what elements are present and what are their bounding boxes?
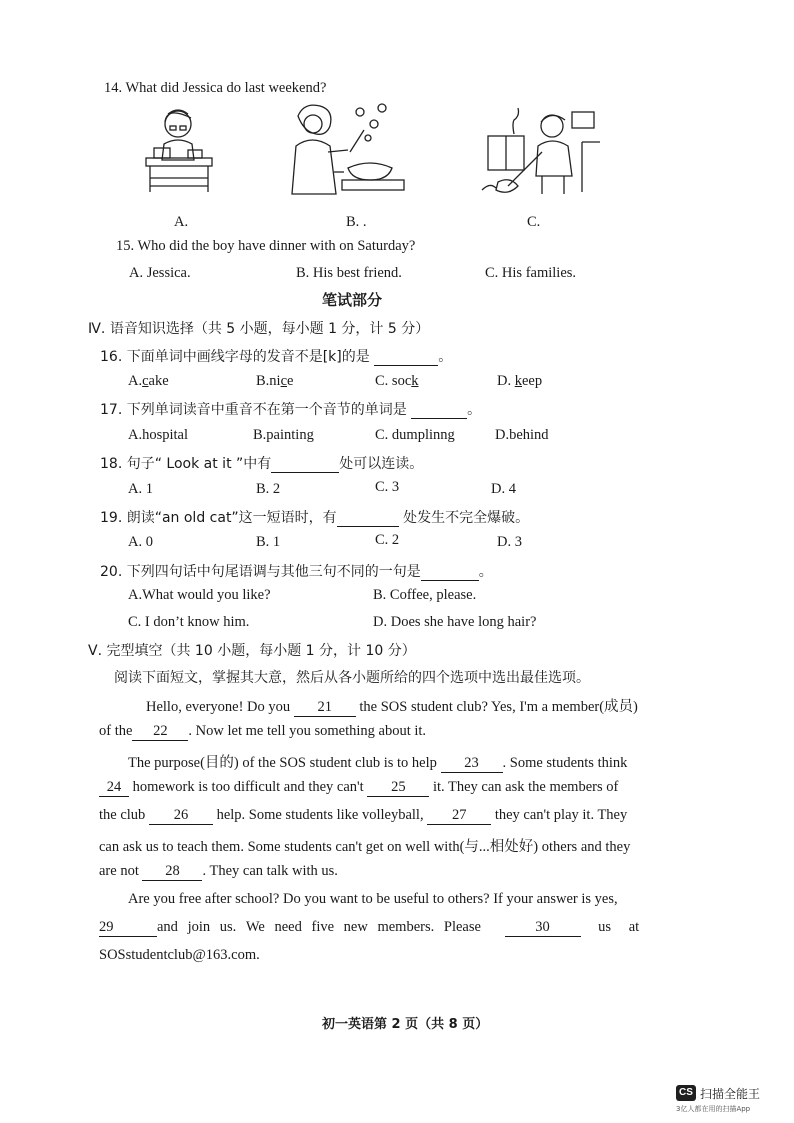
q18-answer-blank[interactable] bbox=[271, 457, 339, 473]
q17-option-b: B.painting bbox=[253, 427, 314, 443]
q17-option-d: D.behind bbox=[495, 427, 549, 443]
passage-text: homework is too difficult and they can't bbox=[132, 779, 364, 795]
written-part-title: 笔试部分 bbox=[322, 291, 383, 309]
q18-stem: 18. 句子“ Look at it ”中有 bbox=[100, 456, 272, 472]
q16-stem: 16. 下面单词中画线字母的发音不是[k]的是 bbox=[100, 349, 370, 365]
section-4-heading: Ⅳ. 语音知识选择（共 5 小题，每小题 1 分，计 5 分） bbox=[88, 321, 430, 337]
q16-option-a: A.cake bbox=[128, 373, 169, 389]
section-5-instruction: 阅读下面短文，掌握其大意，然后从各小题所给的四个选项中选出最佳选项。 bbox=[114, 670, 590, 686]
blank-29[interactable]: 29 bbox=[99, 920, 157, 937]
camscanner-tagline: 3亿人都在用的扫描App bbox=[676, 1105, 751, 1113]
woman-cooking-picture bbox=[288, 102, 408, 198]
passage-text: join bbox=[187, 919, 211, 935]
passage-line-1 bbox=[146, 695, 638, 717]
question-18 bbox=[100, 453, 423, 473]
q20-option-b: B. Coffee, please. bbox=[373, 587, 477, 603]
passage-text: it. They can ask the members of bbox=[432, 779, 619, 795]
passage-text: new bbox=[343, 919, 368, 935]
blank-26[interactable]: 26 bbox=[149, 808, 213, 825]
page-footer: 初一英语第 2 页（共 8 页） bbox=[322, 1017, 489, 1032]
q16-option-b: B.nice bbox=[256, 373, 294, 389]
passage-line-9 bbox=[99, 919, 639, 937]
q18-option-d: D. 4 bbox=[491, 481, 516, 497]
blank-28[interactable]: 28 bbox=[142, 864, 202, 881]
section-5-heading: Ⅴ. 完型填空（共 10 小题，每小题 1 分，计 10 分） bbox=[88, 643, 416, 659]
girl-studying-picture bbox=[140, 104, 218, 196]
q20-stem: 20. 下列四句话中句尾语调与其他三句不同的一句是 bbox=[100, 564, 421, 580]
q16-option-d: D. keep bbox=[497, 373, 543, 389]
q19-answer-blank[interactable] bbox=[337, 511, 399, 527]
blank-30[interactable]: 30 bbox=[505, 920, 581, 937]
camscanner-logo-icon: CS bbox=[676, 1085, 696, 1101]
passage-text: Please bbox=[443, 919, 481, 935]
q15-option-b: B. His best friend. bbox=[296, 265, 402, 281]
passage-text: The purpose(目的) of the SOS student club is to help bbox=[128, 755, 437, 771]
passage-line-4 bbox=[99, 779, 618, 797]
passage-text: us. bbox=[219, 919, 237, 935]
passage-text: We bbox=[245, 919, 265, 935]
passage-text: need bbox=[274, 919, 302, 935]
passage-text: are not bbox=[99, 863, 139, 879]
q20-option-d: D. Does she have long hair? bbox=[373, 614, 537, 630]
passage-line-3 bbox=[128, 751, 627, 773]
passage-text: they can't play it. They bbox=[494, 807, 628, 823]
q17-answer-blank[interactable] bbox=[411, 403, 467, 419]
passage-line-2 bbox=[99, 723, 426, 741]
q16-answer-blank[interactable] bbox=[374, 350, 438, 366]
question-16 bbox=[100, 346, 452, 366]
option-c-label: C. bbox=[527, 214, 541, 230]
passage-line-8: Are you free after school? Do you want to be useful to others? If your answer is yes, bbox=[128, 891, 618, 907]
blank-24[interactable]: 24 bbox=[99, 780, 129, 797]
blank-23[interactable]: 23 bbox=[441, 756, 503, 773]
passage-text: . Some students think bbox=[502, 755, 628, 771]
q15-option-a: A. Jessica. bbox=[129, 265, 191, 281]
q19-option-d: D. 3 bbox=[497, 534, 522, 550]
girl-sweeping-picture bbox=[478, 106, 606, 198]
blank-22[interactable]: 22 bbox=[132, 724, 188, 741]
passage-text: of the bbox=[99, 723, 133, 739]
q15-option-c: C. His families. bbox=[485, 265, 577, 281]
passage-text: help. Some students like volleyball, bbox=[216, 807, 424, 823]
passage-line-6: can ask us to teach them. Some students can't get on well with(与...相处好) others and they bbox=[99, 839, 631, 855]
q19-stem-end: 处发生不完全爆破。 bbox=[403, 510, 530, 526]
passage-text: at bbox=[628, 919, 640, 935]
passage-line-10: SOSstudentclub@163.com. bbox=[99, 947, 260, 963]
q16-option-c: C. sock bbox=[375, 373, 419, 389]
passage-text: . Now let me tell you something about it. bbox=[188, 723, 427, 739]
question-19 bbox=[100, 507, 529, 527]
q17-end: 。 bbox=[467, 402, 482, 418]
passage-text: us bbox=[598, 919, 612, 935]
camscanner-name: 扫描全能王 bbox=[700, 1087, 761, 1101]
q18-stem-end: 处可以连读。 bbox=[339, 456, 424, 472]
passage-text: the club bbox=[99, 807, 146, 823]
passage-text: . They can talk with us. bbox=[202, 863, 338, 879]
q18-option-c: C. 3 bbox=[375, 479, 400, 495]
question-20 bbox=[100, 561, 493, 581]
passage-text: five bbox=[311, 919, 335, 935]
question-15: 15. Who did the boy have dinner with on Saturday? bbox=[116, 238, 416, 254]
q19-option-b: B. 1 bbox=[256, 534, 281, 550]
q17-stem: 17. 下列单词读音中重音不在第一个音节的单词是 bbox=[100, 402, 407, 418]
option-b-label: B. . bbox=[346, 214, 367, 230]
passage-line-7 bbox=[99, 863, 338, 881]
question-17 bbox=[100, 399, 481, 419]
q17-option-c: C. dumplinng bbox=[375, 427, 455, 443]
option-a-label: A. bbox=[174, 214, 189, 230]
q19-option-c: C. 2 bbox=[375, 532, 400, 548]
q17-option-a: A.hospital bbox=[128, 427, 189, 443]
blank-27[interactable]: 27 bbox=[427, 808, 491, 825]
question-14: 14. What did Jessica do last weekend? bbox=[104, 80, 327, 96]
blank-21[interactable]: 21 bbox=[294, 700, 356, 717]
q20-end: 。 bbox=[478, 564, 493, 580]
blank-25[interactable]: 25 bbox=[367, 780, 429, 797]
passage-text: Hello, everyone! Do you bbox=[146, 699, 291, 715]
q18-option-b: B. 2 bbox=[256, 481, 281, 497]
passage-line-5 bbox=[99, 807, 627, 825]
passage-text: the SOS student club? Yes, I'm a member(成员) bbox=[359, 699, 638, 715]
passage-text: and bbox=[157, 919, 178, 935]
q20-option-a: A.What would you like? bbox=[128, 587, 271, 603]
q20-option-c: C. I don’t know him. bbox=[128, 614, 250, 630]
q20-answer-blank[interactable] bbox=[421, 565, 479, 581]
q16-end: 。 bbox=[438, 349, 453, 365]
passage-text: members. bbox=[377, 919, 435, 935]
q19-option-a: A. 0 bbox=[128, 534, 153, 550]
q18-option-a: A. 1 bbox=[128, 481, 153, 497]
q19-stem: 19. 朗读“an old cat”这一短语时，有 bbox=[100, 510, 337, 526]
